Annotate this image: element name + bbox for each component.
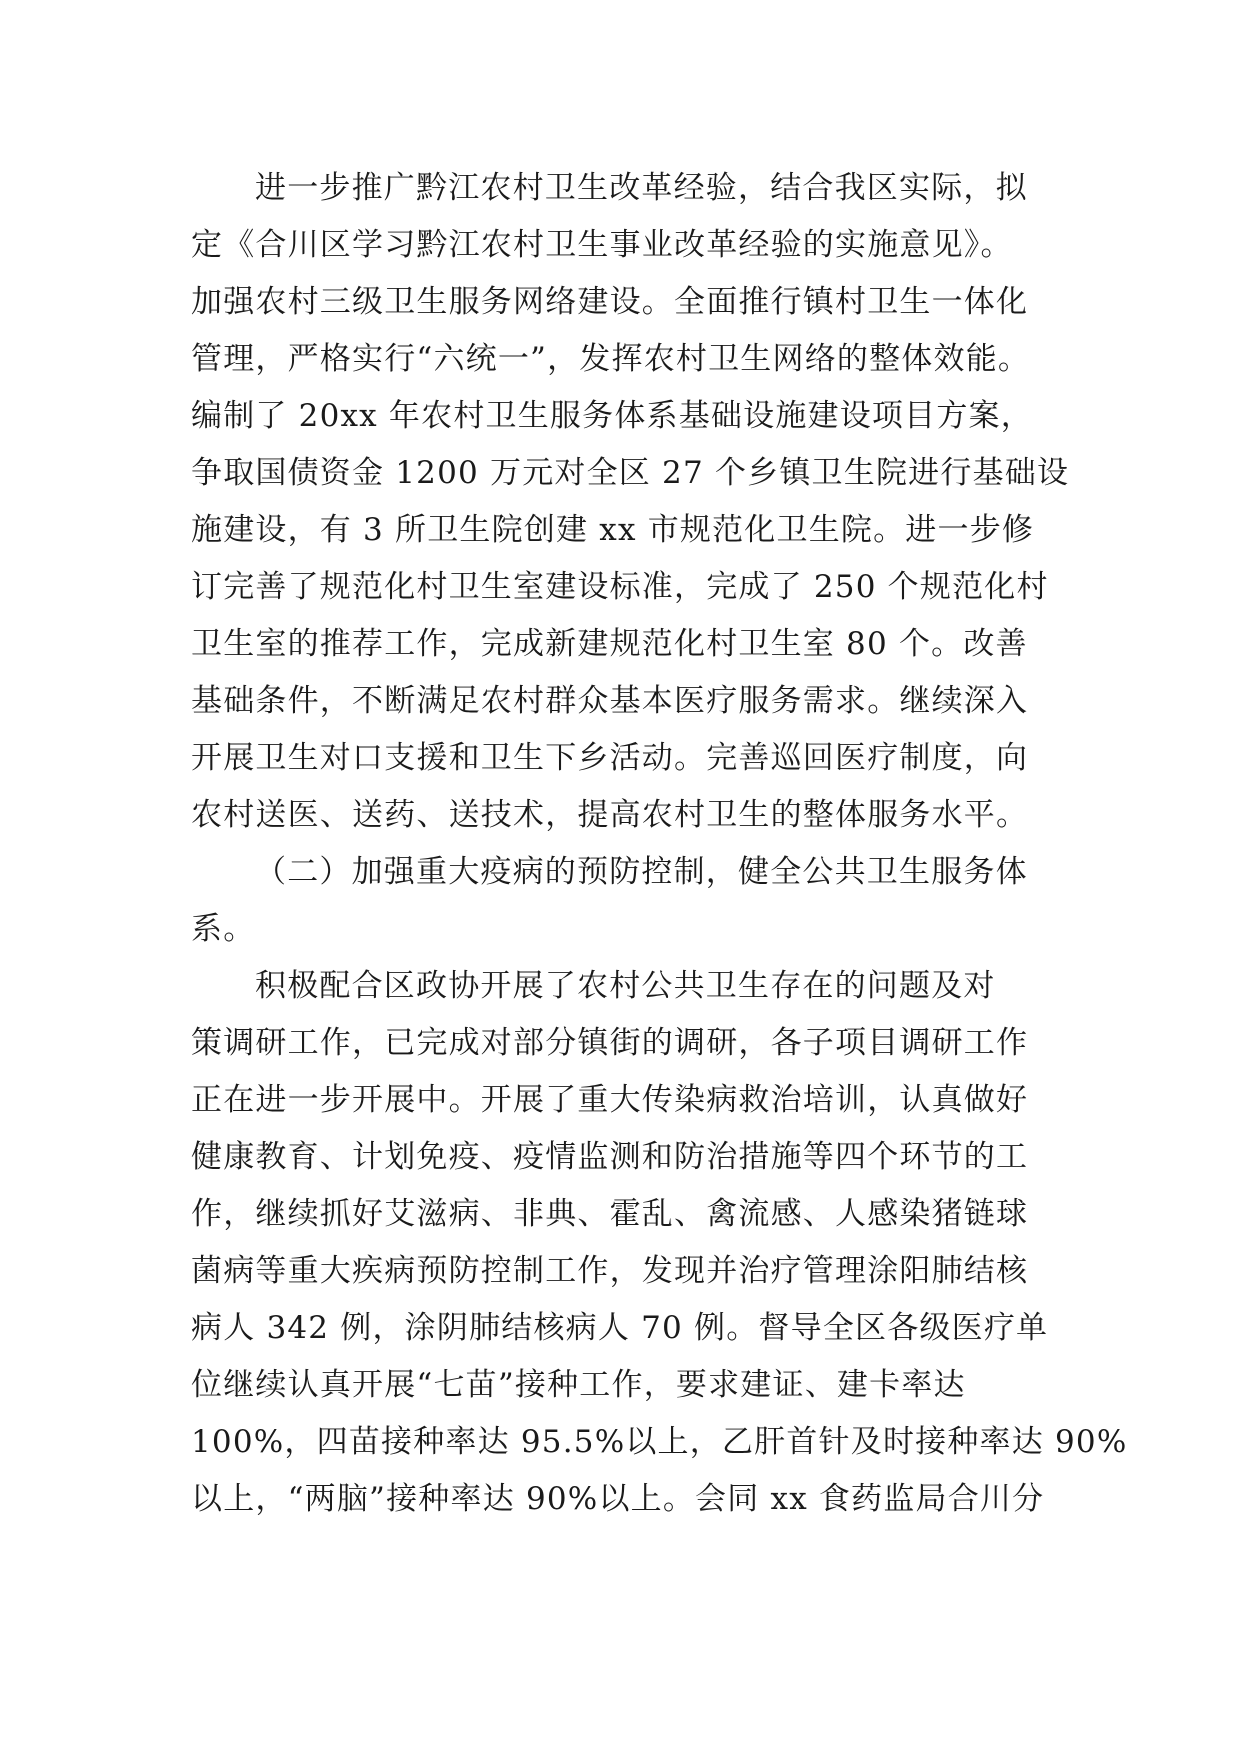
text-line: 农村送医、送药、送技术，提高农村卫生的整体服务水平。	[191, 797, 1029, 833]
text-line: 100%，四苗接种率达 95.5%以上，乙肝首针及时接种率达 90%	[191, 1424, 1128, 1460]
section-heading: （二）加强重大疫病的预防控制，健全公共卫生服务体	[255, 854, 1028, 890]
text-line: 施建设，有 3 所卫生院创建 xx 市规范化卫生院。进一步修	[191, 512, 1035, 548]
text-line: 进一步推广黔江农村卫生改革经验，结合我区实际，拟	[255, 170, 1028, 206]
text-line: 定《合川区学习黔江农村卫生事业改革经验的实施意见》。	[191, 227, 1013, 263]
text-line: 病人 342 例，涂阴肺结核病人 70 例。督导全区各级医疗单	[191, 1310, 1049, 1346]
text-line: 管理，严格实行“六统一”，发挥农村卫生网络的整体效能。	[191, 341, 1031, 377]
text-line: 正在进一步开展中。开展了重大传染病救治培训，认真做好	[191, 1082, 1029, 1118]
text-line: 卫生室的推荐工作，完成新建规范化村卫生室 80 个。改善	[191, 626, 1028, 662]
text-line: 开展卫生对口支援和卫生下乡活动。完善巡回医疗制度，向	[191, 740, 1029, 776]
text-line: 位继续认真开展“七苗”接种工作，要求建证、建卡率达	[191, 1367, 966, 1403]
text-line: 健康教育、计划免疫、疫情监测和防治措施等四个环节的工	[191, 1139, 1029, 1175]
text-line: 积极配合区政协开展了农村公共卫生存在的问题及对	[255, 968, 996, 1004]
text-line: 以上，“两脑”接种率达 90%以上。会同 xx 食药监局合川分	[191, 1481, 1045, 1517]
text-line: 订完善了规范化村卫生室建设标准，完成了 250 个规范化村	[191, 569, 1049, 605]
text-line: 基础条件，不断满足农村群众基本医疗服务需求。继续深入	[191, 683, 1029, 719]
text-line: 争取国债资金 1200 万元对全区 27 个乡镇卫生院进行基础设	[191, 455, 1070, 491]
text-line: 菌病等重大疾病预防控制工作，发现并治疗管理涂阳肺结核	[191, 1253, 1029, 1289]
text-line: 作，继续抓好艾滋病、非典、霍乱、禽流感、人感染猪链球	[191, 1196, 1029, 1232]
text-line: 策调研工作，已完成对部分镇街的调研，各子项目调研工作	[191, 1025, 1029, 1061]
text-line: 编制了 20xx 年农村卫生服务体系基础设施建设项目方案，	[191, 398, 1033, 434]
section-heading-continued: 系。	[191, 911, 256, 947]
text-line: 加强农村三级卫生服务网络建设。全面推行镇村卫生一体化	[191, 284, 1029, 320]
